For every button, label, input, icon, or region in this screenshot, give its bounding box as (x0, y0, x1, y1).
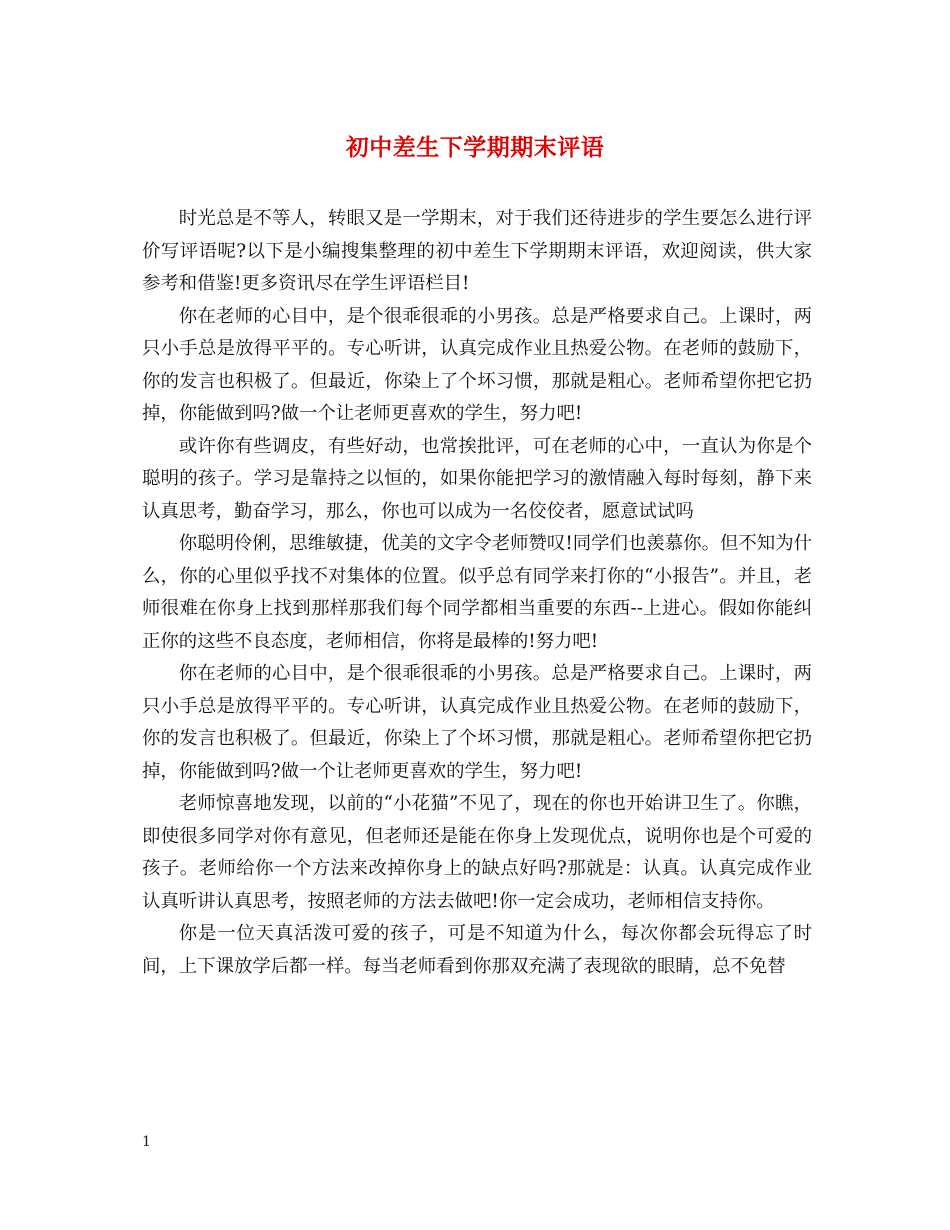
document-title: 初中差生下学期期末评语 (345, 134, 605, 161)
paragraph-comment-4: 你在老师的心目中，是个很乖很乖的小男孩。总是严格要求自己。上课时，两只小手总是放得平平的。专心听讲，认真完成作业且热爱公物。在老师的鼓励下，你的发言也积极了。但最近，你染上了个坏习惯，那就是粗心。老师希望你把它扔掉，你能做到吗?做一个让老师更喜欢的学生，努力吧! (142, 663, 812, 782)
paragraph-comment-6: 你是一位天真活泼可爱的孩子，可是不知道为什么，每次你都会玩得忘了时间，上下课放学后都一样。每当老师看到你那双充满了表现欲的眼睛，总不免替 (142, 923, 812, 977)
page-number: 1 (142, 1134, 151, 1150)
paragraph-intro: 时光总是不等人，转眼又是一学期末，对于我们还待进步的学生要怎么进行评价写评语呢?以下是小编搜集整理的初中差生下学期期末评语，欢迎阅读，供大家参考和借鉴!更多资讯尽在学生评语栏目! (142, 208, 812, 294)
paragraph-comment-1: 你在老师的心目中，是个很乖很乖的小男孩。总是严格要求自己。上课时，两只小手总是放得平平的。专心听讲，认真完成作业且热爱公物。在老师的鼓励下，你的发言也积极了。但最近，你染上了个坏习惯，那就是粗心。老师希望你把它扔掉，你能做到吗?做一个让老师更喜欢的学生，努力吧! (142, 305, 812, 424)
paragraph-comment-2: 或许你有些调皮，有些好动，也常挨批评，可在老师的心中，一直认为你是个聪明的孩子。学习是靠持之以恒的，如果你能把学习的激情融入每时每刻，静下来认真思考，勤奋学习，那么，你也可以成为一名佼佼者，愿意试试吗 (142, 435, 812, 522)
document-body (142, 203, 812, 983)
paragraph-comment-3: 你聪明伶俐，思维敏捷，优美的文字令老师赞叹!同学们也羡慕你。但不知为什么，你的心里似乎找不对集体的位置。似乎总有同学来打你的“小报告”。并且，老师很难在你身上找到那样那我们每个同学都相当重要的东西--上进心。假如你能纠正你的这些不良态度，老师相信，你将是最棒的!努力吧! (142, 533, 812, 652)
paragraph-comment-5: 老师惊喜地发现，以前的“小花猫”不见了，现在的你也开始讲卫生了。你瞧，即使很多同学对你有意见，但老师还是能在你身上发现优点，说明你也是个可爱的孩子。老师给你一个方法来改掉你身上的缺点好吗?那就是：认真。认真完成作业认真听讲认真思考，按照老师的方法去做吧!你一定会成功，老师相信支持你。 (142, 793, 812, 912)
